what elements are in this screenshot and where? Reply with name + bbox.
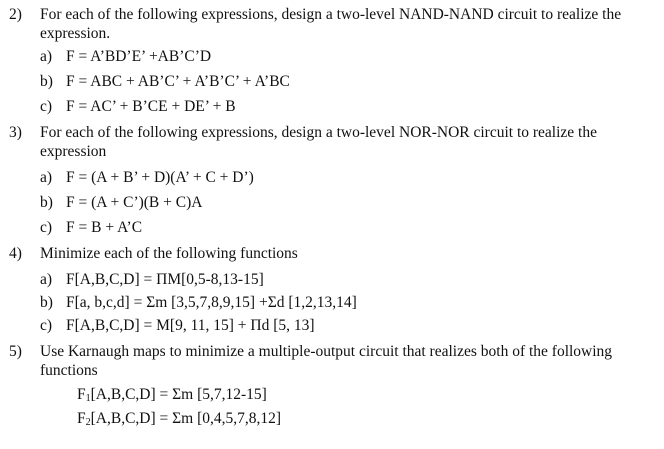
function-name: F — [77, 386, 86, 403]
item-letter: a) — [40, 48, 53, 65]
item-expression: F[a, b,c,d] = Σm [3,5,7,8,9,15] +Σd [1,2,13,14] — [66, 294, 357, 311]
question-2-item-b — [40, 72, 290, 91]
function-expression: [A,B,C,D] = Σm [5,7,12-15] — [90, 386, 267, 403]
question-number: 4) — [9, 245, 22, 262]
question-3 — [9, 123, 649, 161]
item-letter: c) — [40, 219, 53, 236]
item-expression: F = AC’ + B’CE + DE’ + B — [66, 98, 236, 115]
question-number: 3) — [9, 124, 22, 141]
item-expression: F = (A + C’)(B + C)A — [66, 194, 203, 211]
question-4-item-b — [40, 293, 357, 312]
item-letter: b) — [40, 73, 53, 90]
item-expression: F = B + A’C — [66, 219, 143, 236]
item-expression: F[A,B,C,D] = ΠM[0,5-8,13-15] — [66, 271, 264, 288]
item-letter: b) — [40, 294, 53, 311]
item-expression: F = ABC + AB’C’ + A’B’C’ + A’BC — [66, 73, 290, 90]
function-index: 2 — [85, 417, 91, 428]
question-2-item-a — [40, 47, 211, 66]
question-4-item-a — [40, 270, 264, 289]
function-f1 — [77, 385, 267, 404]
question-text: For each of the following expressions, design a two-level NAND-NAND circuit to realize the expression. — [40, 6, 622, 42]
item-letter: c) — [40, 317, 53, 334]
question-3-item-a — [40, 168, 254, 187]
question-text: Use Karnaugh maps to minimize a multiple-output circuit that realizes both of the following functions — [40, 343, 613, 379]
function-f2 — [77, 409, 281, 428]
question-number: 2) — [9, 6, 22, 23]
question-5 — [9, 342, 649, 380]
question-2 — [9, 5, 649, 43]
function-index: 1 — [85, 393, 91, 404]
item-letter: b) — [40, 194, 53, 211]
question-text: Minimize each of the following functions — [40, 245, 298, 262]
item-letter: a) — [40, 271, 53, 288]
question-text: For each of the following expressions, design a two-level NOR-NOR circuit to realize the expression — [40, 124, 597, 160]
item-expression: F = (A + B’ + D)(A’ + C + D’) — [66, 169, 254, 186]
question-3-item-b — [40, 193, 202, 212]
item-letter: a) — [40, 169, 53, 186]
question-2-item-c — [40, 97, 236, 116]
question-number: 5) — [9, 343, 22, 360]
question-4 — [9, 244, 649, 263]
item-letter: c) — [40, 98, 53, 115]
question-3-item-c — [40, 218, 142, 237]
item-expression: F[A,B,C,D] = M[9, 11, 15] + Πd [5, 13] — [66, 317, 315, 334]
function-name: F — [77, 410, 86, 427]
function-expression: [A,B,C,D] = Σm [0,4,5,7,8,12] — [90, 410, 282, 427]
question-4-item-c — [40, 316, 315, 335]
item-expression: F = A’BD’E’ +AB’C’D — [66, 48, 212, 65]
